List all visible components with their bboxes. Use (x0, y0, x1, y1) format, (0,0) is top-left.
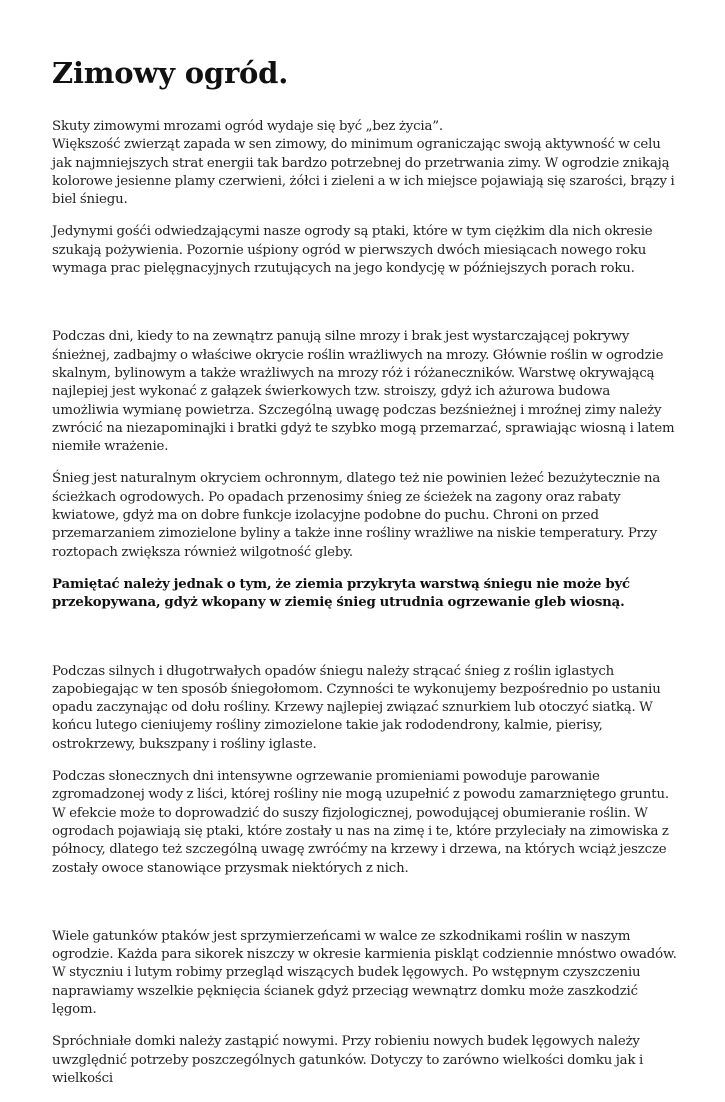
intro-line: Skuty zimowymi mrozami ogród wydaje się być „bez życia”. (52, 119, 443, 134)
section-gap (52, 627, 677, 663)
document-page (52, 52, 677, 1102)
paragraph-snow: Śnieg jest naturalnym okryciem ochronnym, dlatego też nie powinien leżeć bezużytecznie na ścieżkach ogrodowych. Po opadach przenosimy śnieg ze ścieżek na zagony oraz rabaty kwiatowe, gdyż ma on dobre funkcje izolacyjne podobne do puchu. Chroni on przed przemarzaniem zimozielone byliny a także inne rośliny wrażliwe na niskie temperatury. Przy roztopach zwiększa również wilgotność gleby. (52, 471, 661, 560)
paragraph-guests: Jedynymi gośći odwiedzającymi nasze ogrody są ptaki, które w tym ciężkim dla nich okresie szukają pożywienia. Pozornie uśpiony ogród w pierwszych dwóch miesiącach nowego roku wymaga prac pielęgnacyjnych rzutujących na jego kondycję w późniejszych porach roku. (52, 224, 653, 277)
intro-text: Większość zwierząt zapada w sen zimowy, do minimum ograniczając swoją aktywność w celu jak najmniejszych strat energii tak bardzo potrzebnej do przetrwania zimy. W ogrodzie znikają kolorowe jesienne plamy czerwieni, żółci i zieleni a w ich miejsce pojawiają się szarości, brązy i biel śniegu. (52, 137, 675, 208)
paragraph-birds: Wiele gatunków ptaków jest sprzymierzeńcami w walce ze szkodnikami roślin w naszym ogrodzie. Każda para sikorek niszczy w okresie karmienia piskląt codziennie mnóstwo owadów. W styczniu i lutym robimy przegląd wiszących budek lęgowych. Po wstępnym czyszczeniu naprawiamy wszelkie pęknięcia ścianek gdyż przeciąg wewnątrz domku może zaszkodzić lęgom. (52, 928, 677, 1017)
paragraph-warning: Pamiętać należy jednak o tym, że ziemia przykryta warstwą śniegu nie może być przekopywana, gdyż wkopany w ziemię śnieg utrudnia ogrzewanie gleb wiosną. (52, 576, 630, 611)
intro-paragraph (52, 118, 677, 209)
section-gap (52, 892, 677, 928)
section-gap (52, 292, 677, 328)
paragraph-snowfall: Podczas silnych i długotrwałych opadów śniegu należy strącać śnieg z roślin iglastych zapobiegając w ten sposób śniegołomom. Czynności te wykonujemy bezpośrednio po ustaniu opadu zaczynając od dołu rośliny. Krzewy najlepiej związać sznurkiem lub otoczyć siatką. W końcu lutego cieniujemy rośliny zimozielone takie jak rododendrony, kalmie, pierisy, ostrokrzewy, bukszpany i rośliny iglaste. (52, 663, 661, 752)
page-title: Zimowy ogród. (52, 56, 289, 90)
paragraph-frost-cover: Podczas dni, kiedy to na zewnątrz panują silne mrozy i brak jest wystarczającej pokrywy śnieżnej, zadbajmy o właściwe okrycie roślin wrażliwych na mrozy. Głównie roślin w ogrodzie skalnym, bylinowym a także wrażliwych na mrozy róż i różaneczników. Warstwę okrywającą najlepiej jest wykonać z gałązek świerkowych tzw. stroiszy, gdyż ich ażurowa budowa umożliwia wymianę powietrza. Szczególną uwagę podczas bezśnieżnej i mroźnej zimy należy zwrócić na niezapominajki i bratki gdyż te szybko mogą przemarzać, sprawiając wiosną i latem niemiłe wrażenie. (52, 329, 675, 455)
paragraph-sunny-days: Podczas słonecznych dni intensywne ogrzewanie promieniami powoduje parowanie zgromadzonej wody z liści, której rośliny nie mogą uzupełnić z powodu zamarzniętego gruntu. W efekcie może to doprowadzić do suszy fizjologicznej, powodującej obumieranie roślin. W ogrodach pojawiają się ptaki, które zostały u nas na zimę i te, które przyleciały na zimowiska z północy, dlatego też szczególną uwagę zwróćmy na krzewy i drzewa, na których wciąż jeszcze zostały owoce stanowiące przysmak niektórych z nich. (52, 769, 669, 876)
paragraph-nest-boxes: Spróchniałe domki należy zastąpić nowymi. Przy robieniu nowych budek lęgowych należy uwzględnić potrzeby poszczególnych gatunków. Dotyczy to zarówno wielkości domku jak i wielkości (52, 1034, 644, 1086)
